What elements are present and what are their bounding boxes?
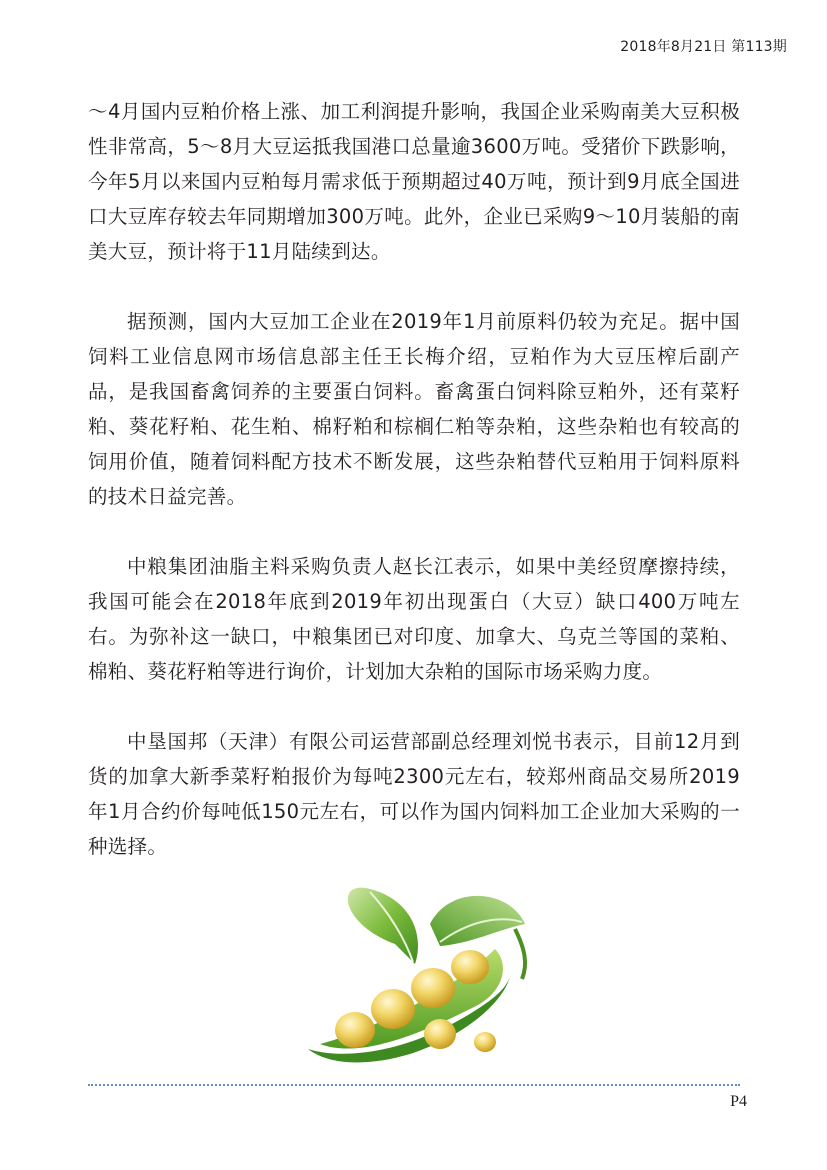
issue-header: 2018年8月21日 第113期 (620, 39, 787, 55)
page-number: P4 (730, 1093, 747, 1110)
footer-divider (88, 1084, 740, 1086)
paragraph-3: 中粮集团油脂主料采购负责人赵长江表示，如果中美经贸摩擦持续，我国可能会在2018年底到2019年初出现蛋白（大豆）缺口400万吨左右。为弥补这一缺口，中粮集团已对印度、加拿大、乌克兰等国的菜粕、棉粕、葵花籽粕等进行询价，计划加大杂粕的国际市场采购力度。 (88, 555, 740, 683)
paragraph-1: ～4月国内豆粕价格上涨、加工利润提升影响，我国企业采购南美大豆积极性非常高，5～8月大豆运抵我国港口总量逾3600万吨。受猪价下跌影响，今年5月以来国内豆粕每月需求低于预期超过40万吨，预计到9月底全国进口大豆库存较去年同期增加300万吨。此外，企业已采购9～10月装船的南美大豆，预计将于11月陆续到达。 (88, 100, 740, 263)
paragraph-2: 据预测，国内大豆加工企业在2019年1月前原料仍较为充足。据中国饲料工业信息网市场信息部主任王长梅介绍，豆粕作为大豆压榨后副产品，是我国畜禽饲养的主要蛋白饲料。畜禽蛋白饲料除豆粕外，还有菜籽粕、葵花籽粕、花生粕、棉籽粕和棕榈仁粕等杂粕，这些杂粕也有较高的饲用价值，随着饲料配方技术不断发展，这些杂粕替代豆粕用于饲料原料的技术日益完善。 (88, 310, 740, 508)
soybean-pod-icon (300, 884, 540, 1072)
paragraph-4: 中垦国邦（天津）有限公司运营部副总经理刘悦书表示，目前12月到货的加拿大新季菜籽粕报价为每吨2300元左右，较郑州商品交易所2019年1月合约价每吨低150元左右，可以作为国内饲料加工企业加大采购的一种选择。 (88, 730, 740, 858)
article-body (88, 94, 740, 864)
